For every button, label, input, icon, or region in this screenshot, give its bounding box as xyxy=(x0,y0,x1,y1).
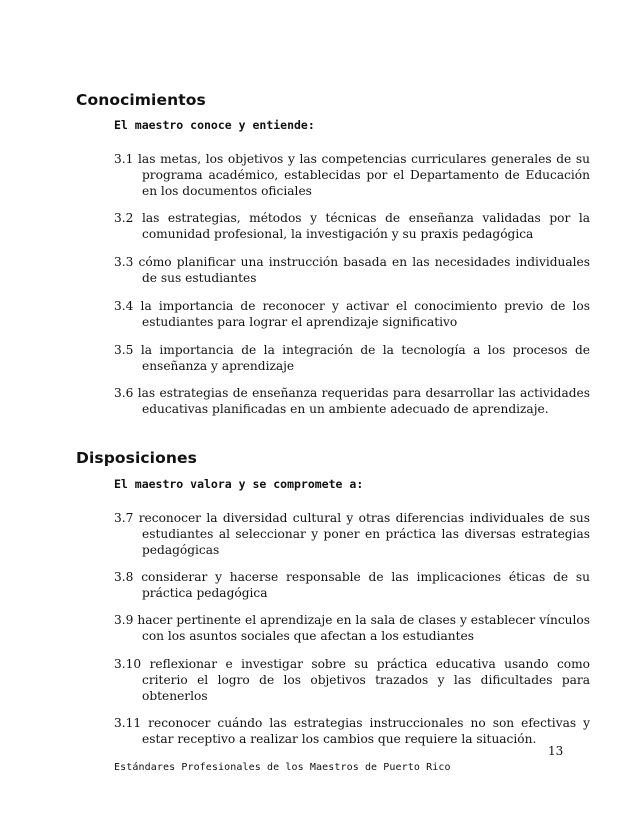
item-text: las estrategias de enseñanza requeridas para desarrollar las actividades educativas planificadas en un ambiente adecuado de aprendizaje. xyxy=(137,386,591,416)
list-item xyxy=(114,298,590,330)
section-heading-dispositions: Disposiciones xyxy=(76,449,197,467)
item-number: 3.8 xyxy=(114,570,134,584)
page-number: 13 xyxy=(548,744,564,758)
item-text: cómo planificar una instrucción basada en las necesidades individuales de sus estudiantes xyxy=(138,255,591,285)
item-number: 3.1 xyxy=(114,152,134,166)
item-number: 3.2 xyxy=(114,211,134,225)
section-heading-knowledge: Conocimientos xyxy=(76,91,206,109)
list-item xyxy=(114,510,590,558)
list-item xyxy=(114,342,590,374)
item-text: reconocer cuándo las estrategias instruccionales no son efectivas y estar receptivo a realizar los cambios que requiere la situación. xyxy=(142,716,590,746)
list-item xyxy=(114,612,590,644)
item-text: hacer pertinente el aprendizaje en la sala de clases y establecer vínculos con los asuntos sociales que afectan a los estudiantes xyxy=(137,613,590,643)
subheading-knowledge: El maestro conoce y entiende: xyxy=(114,118,315,132)
list-item xyxy=(114,210,590,242)
item-number: 3.5 xyxy=(114,343,134,357)
item-number: 3.6 xyxy=(114,386,134,400)
item-text: las estrategias, métodos y técnicas de enseñanza validadas por la comunidad profesional, la investigación y su praxis pedagógica xyxy=(141,211,591,241)
list-item xyxy=(114,715,590,747)
list-item xyxy=(114,254,590,286)
item-text: considerar y hacerse responsable de las implicaciones éticas de su práctica pedagógica xyxy=(141,570,591,600)
list-item xyxy=(114,385,590,417)
item-number: 3.4 xyxy=(114,299,134,313)
item-text: las metas, los objetivos y las competencias curriculares generales de su programa académico, establecidas por el Departamento de Educación en los documentos oficiales xyxy=(138,152,590,198)
item-text: la importancia de la integración de la tecnología a los procesos de enseñanza y aprendizaje xyxy=(140,343,590,373)
list-item xyxy=(114,656,590,704)
item-text: reconocer la diversidad cultural y otras diferencias individuales de sus estudiantes al seleccionar y poner en práctica las diversas estrategias pedagógicas xyxy=(138,511,590,557)
item-number: 3.10 xyxy=(114,657,142,671)
list-item xyxy=(114,569,590,601)
item-number: 3.7 xyxy=(114,511,134,525)
item-number: 3.9 xyxy=(114,613,134,627)
subheading-dispositions: El maestro valora y se compromete a: xyxy=(114,477,364,491)
item-number: 3.3 xyxy=(114,255,134,269)
item-text: reflexionar e investigar sobre su práctica educativa usando como criterio el logro de los objetivos trazados y las dificultades para obtenerlos xyxy=(142,657,591,703)
item-text: la importancia de reconocer y activar el conocimiento previo de los estudiantes para lograr el aprendizaje significativo xyxy=(140,299,591,329)
page-footer: Estándares Profesionales de los Maestros de Puerto Rico xyxy=(114,762,451,773)
list-item xyxy=(114,151,590,199)
item-number: 3.11 xyxy=(114,716,142,730)
